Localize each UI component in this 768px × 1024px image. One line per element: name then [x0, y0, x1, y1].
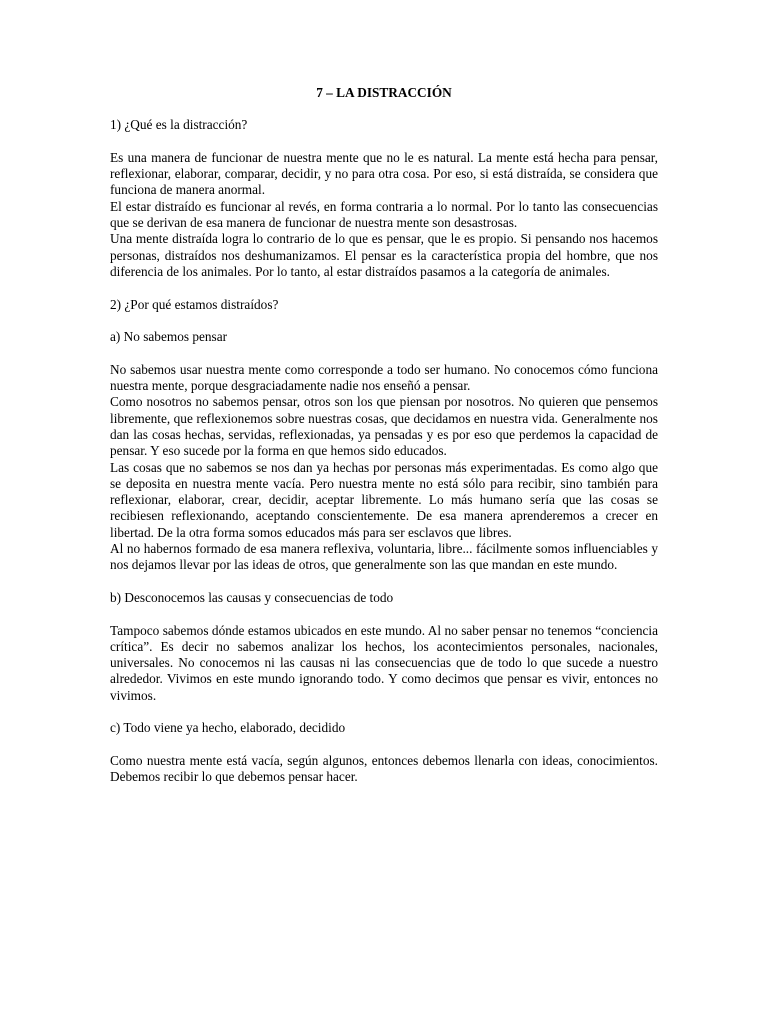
- spacer: [110, 345, 658, 361]
- spacer: [110, 313, 658, 329]
- subsection-heading-desconocemos: b) Desconocemos las causas y consecuencias de todo: [110, 589, 394, 605]
- paragraph: Es una manera de funcionar de nuestra mente que no le es natural. La mente está hecha para pensar, reflexionar, elaborar, comparar, decidir, y no para otra cosa. Por eso, si está distraída, se considera que funciona de manera anormal.: [110, 149, 658, 198]
- spacer: [110, 134, 658, 150]
- paragraph: Como nuestra mente está vacía, según algunos, entonces debemos llenarla con ideas, conocimientos. Debemos recibir lo que debemos pensar hacer.: [110, 752, 658, 785]
- paragraph: Tampoco sabemos dónde estamos ubicados en este mundo. Al no saber pensar no tenemos “conciencia crítica”. Es decir no sabemos analizar los hechos, los acontecimientos personales, nacionales, universales. No conocemos ni las causas ni las consecuencias que de todo lo que sucede a nuestro alrededor. Vivimos en este mundo ignorando todo. Y como decimos que pensar es vivir, entonces no vivimos.: [110, 622, 658, 703]
- subsection-heading-no-sabemos-pensar: a) No sabemos pensar: [110, 329, 228, 345]
- spacer: [110, 606, 658, 622]
- spacer: [110, 574, 658, 590]
- spacer: [110, 280, 658, 296]
- paragraph: Las cosas que no sabemos se nos dan ya hechas por personas más experimentadas. Es como algo que se deposita en nuestra mente vacía. Pero nuestra mente no está sólo para recibir, sino también para reflexionar, elaborar, crear, decidir, aceptar libremente. Lo más humano sería que las cosas se recibiesen reflexionando, aceptando conscientemente. De esa manera aprenderemos a crecer en libertad. De la otra forma somos educados más para ser esclavos que libres.: [110, 459, 658, 540]
- section-heading-por-que: 2) ¿Por qué estamos distraídos?: [110, 296, 279, 312]
- subsection-heading-todo-viene-hecho: c) Todo viene ya hecho, elaborado, decidido: [110, 720, 346, 736]
- paragraph: Como nosotros no sabemos pensar, otros son los que piensan por nosotros. No quieren que pensemos libremente, que reflexionemos sobre nuestras cosas, que decidamos en nuestra vida. Generalmente nos dan las cosas hechas, servidas, reflexionadas, ya pensadas y es por eso que perdemos la capacidad de pensar. Y eso sucede por la forma en que hemos sido educados.: [110, 394, 658, 459]
- paragraph: Al no habernos formado de esa manera reflexiva, voluntaria, libre... fácilmente somos influenciables y nos dejamos llevar por las ideas de otros, que generalmente son las que mandan en este mundo.: [110, 541, 658, 573]
- section-heading-que-es: 1) ¿Qué es la distracción?: [110, 117, 248, 133]
- spacer: [110, 737, 658, 753]
- paragraph: El estar distraído es funcionar al revés, en forma contraria a lo normal. Por lo tanto las consecuencias que se derivan de esa manera de funcionar de nuestra mente son desastrosas.: [110, 198, 658, 231]
- paragraph: Una mente distraída logra lo contrario de lo que es pensar, que le es propio. Si pensando nos hacemos personas, distraídos nos deshumanizamos. El pensar es la característica propia del hombre, que nos diferencia de los animales. Por lo tanto, al estar distraídos pasamos a la categoría de animales.: [110, 231, 658, 279]
- paragraph: No sabemos usar nuestra mente como corresponde a todo ser humano. No conocemos cómo funciona nuestra mente, porque desgraciadamente nadie nos enseñó a pensar.: [110, 361, 658, 394]
- spacer: [110, 704, 658, 720]
- document-page: [110, 85, 658, 785]
- document-title: 7 – LA DISTRACCIÓN: [316, 85, 452, 100]
